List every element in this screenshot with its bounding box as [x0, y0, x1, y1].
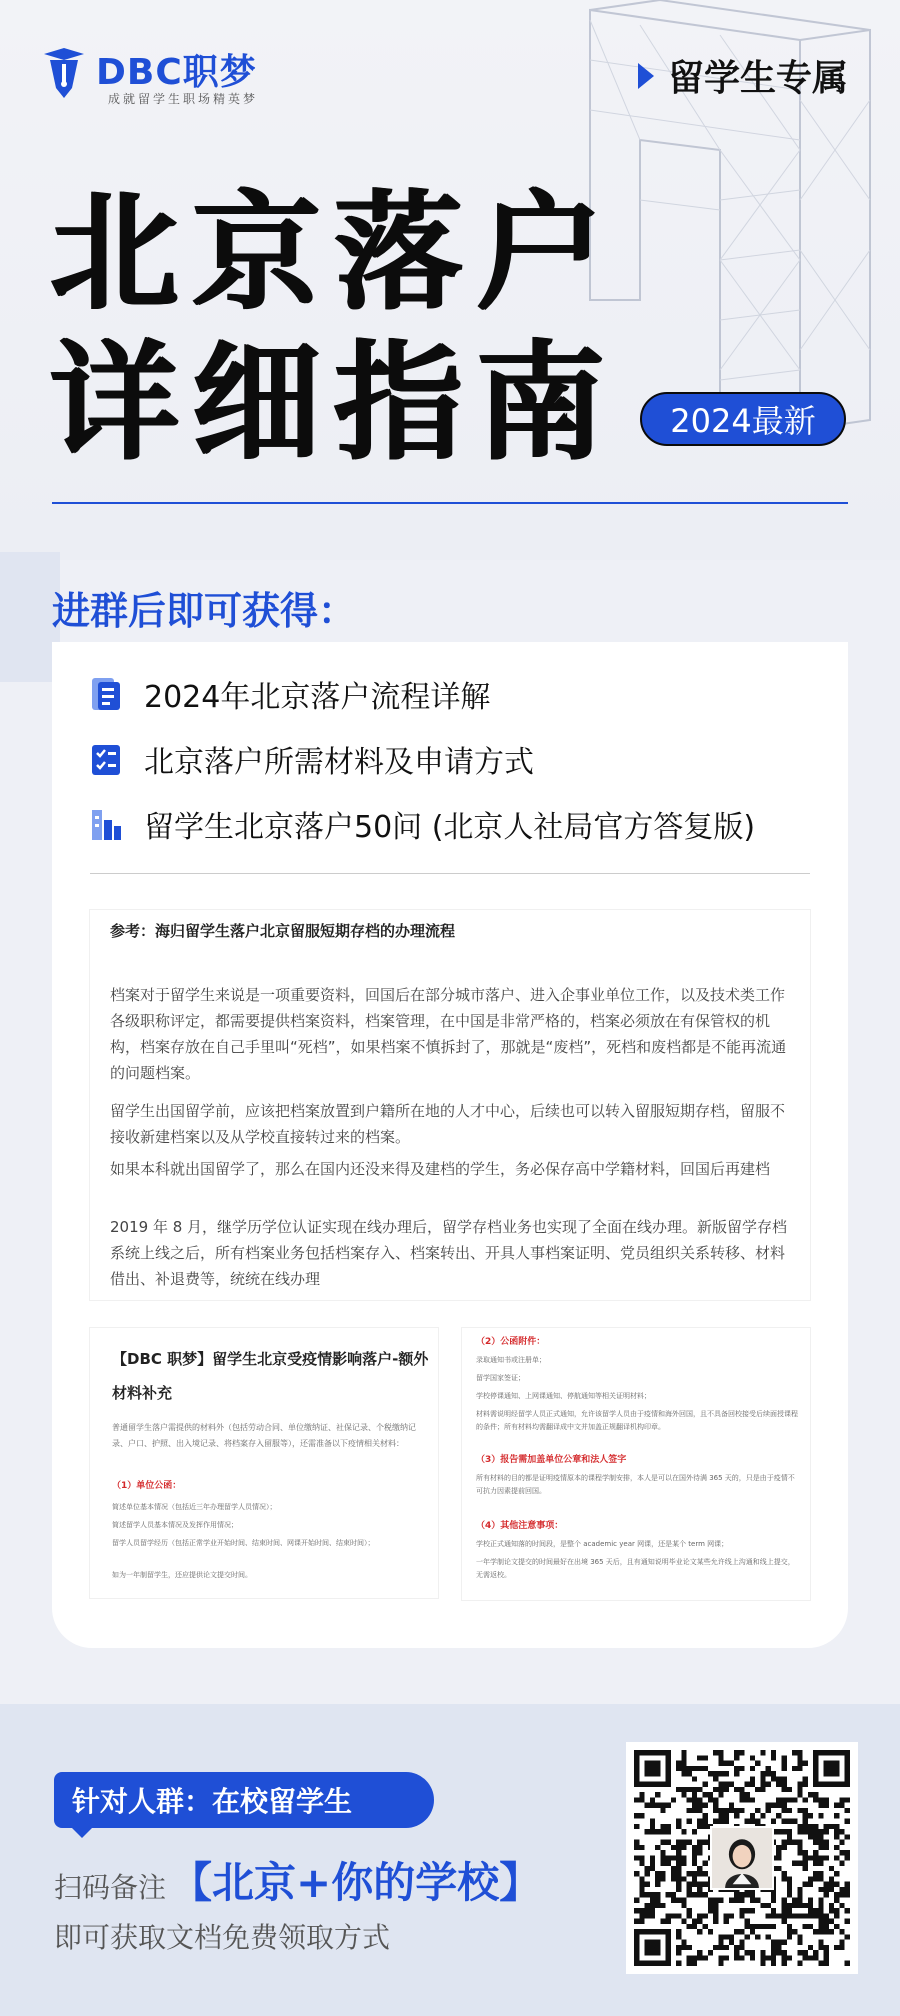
doc-paragraph: 档案对于留学生来说是一项重要资料，回国后在部分城市落户、进入企事业单位工作，以及技术类工作各级职称评定，都需要提供档案资料，档案管理，在中国是非常严格的，档案必须放在有保管权的机构，档案存放在自己手里叫“死档”，如果档案不慎拆封了，那就是“废档”，死档和废档都是不能再流通的问题档案。 — [110, 986, 787, 1082]
benefit-item — [90, 670, 490, 718]
doc-list-item: 学校正式通知落的时间段，是整个 academic year 网课，还是某个 term 网课； — [476, 1540, 729, 1548]
scan-note-highlight: 【北京+你的学校】 — [170, 1858, 542, 1907]
doc-paragraph: 所有材料的目的都是证明疫情原本的课程学制安排，本人是可以在国外待满 365 天的，只是由于疫情不可抗力因素提前回国。 — [476, 1474, 795, 1495]
building-chart-icon — [90, 806, 122, 842]
doc-title: 参考：海归留学生落户北京留服短期存档的办理流程 — [110, 922, 456, 940]
benefit-label: 2024年北京落户流程详解 — [144, 680, 491, 715]
avatar — [710, 1826, 774, 1890]
doc-section-heading: （4）其他注意事项： — [476, 1521, 564, 1531]
brand-slogan: 成就留学生职场精英梦 — [108, 92, 259, 106]
header-divider — [52, 502, 848, 504]
benefit-item — [90, 800, 755, 848]
person-icon — [712, 1828, 772, 1888]
doc-section-heading: （1）单位公函： — [112, 1481, 182, 1491]
doc-list-item: 简述单位基本情况（包括近三年办理留学人员情况）； — [112, 1503, 277, 1511]
scan-label: 扫码备注 — [54, 1871, 167, 1904]
doc-title: 【DBC 职梦】留学生北京受疫情影响落户-额外材料补充 — [112, 1350, 429, 1402]
speech-tail-icon — [70, 1826, 94, 1838]
document-preview-attachments — [462, 1328, 810, 1600]
brand-name: DBC职梦 — [96, 52, 257, 93]
doc-paragraph: 如果本科就出国留学了，那么在国内还没来得及建档的学生，务必保存高中学籍材料，回国后再建档 — [110, 1160, 771, 1178]
doc-list-item: 一年学制论文提交的时间最好在出境 365 天后，且有通知说明毕业论文某些允许线上沟通和线上提交，无需返校。 — [476, 1558, 795, 1579]
play-triangle-icon — [638, 63, 654, 89]
benefit-label: 留学生北京落户50问 (北京人社局官方答复版) — [144, 810, 756, 845]
title-line-1: 北京落户 — [50, 179, 619, 328]
get-document-note: 即可获取文档免费领取方式 — [54, 1921, 391, 1954]
doc-list-item: 留学人员留学经历（包括正常学业开始时间、结束时间、网课开始时间、结束时间）； — [112, 1539, 375, 1547]
doc-list-item: 录取通知书或注册单； — [476, 1356, 546, 1364]
checklist-icon — [90, 741, 122, 777]
section-accent-band — [0, 552, 60, 682]
title-line-2: 详细指南 — [50, 329, 619, 478]
pen-logo-icon — [42, 48, 86, 98]
doc-section-heading: （2）公函附件： — [476, 1337, 546, 1347]
card-divider — [90, 873, 810, 874]
exclusive-tag — [638, 50, 848, 101]
doc-paragraph: 2019 年 8 月，继学历学位认证实现在线办理后，留学存档业务也实现了全面在线办理。新版留学存档系统上线之后，所有档案业务包括档案存入、档案转出、开具人事档案证明、党员组织关系转移、材料借出、补退费等，统统在线办理 — [110, 1218, 788, 1288]
document-preview-covid-materials — [90, 1328, 438, 1598]
audience-badge: 针对人群：在校留学生 — [54, 1772, 434, 1828]
benefit-label: 北京落户所需材料及申请方式 — [144, 745, 534, 780]
benefits-heading: 进群后即可获得： — [52, 589, 357, 633]
document-preview-archive — [90, 910, 810, 1300]
brand-logo — [42, 44, 302, 114]
doc-list-item: 留学国家签证； — [476, 1374, 525, 1382]
exclusive-tag-label: 留学生专属 — [667, 58, 848, 99]
doc-paragraph: 留学生出国留学前，应该把档案放置到户籍所在地的人才中心，后续也可以转入留服短期存档，留服不接收新建档案以及从学校直接转过来的档案。 — [110, 1102, 786, 1146]
doc-intro: 普通留学生落户需提供的材料外（包括劳动合同、单位缴纳证、社保记录、个税缴纳记录、户口、护照、出入境记录、将档案存入留服等），还需准备以下疫情相关材料： — [112, 1423, 416, 1448]
doc-list-item: 学校停课通知、上网课通知、停航通知等相关证明材料； — [476, 1392, 651, 1400]
doc-list-item: 材料需说明经留学人员正式通知，允许该留学人员由于疫情和海外回国，且不具备回校接受后续面授课程的条件；所有材料均需翻译成中文并加盖正规翻译机构印章。 — [476, 1410, 798, 1431]
doc-list-item: 如为一年制留学生，还应提供论文提交时间。 — [112, 1571, 252, 1579]
year-badge: 2024最新 — [640, 392, 846, 446]
benefit-item — [90, 735, 534, 783]
scan-instruction — [54, 1850, 541, 1910]
document-stack-icon — [90, 676, 122, 712]
doc-section-heading: （3）报告需加盖单位公章和法人签字 — [476, 1455, 627, 1465]
doc-list-item: 简述留学人员基本情况及发挥作用情况； — [112, 1521, 238, 1529]
